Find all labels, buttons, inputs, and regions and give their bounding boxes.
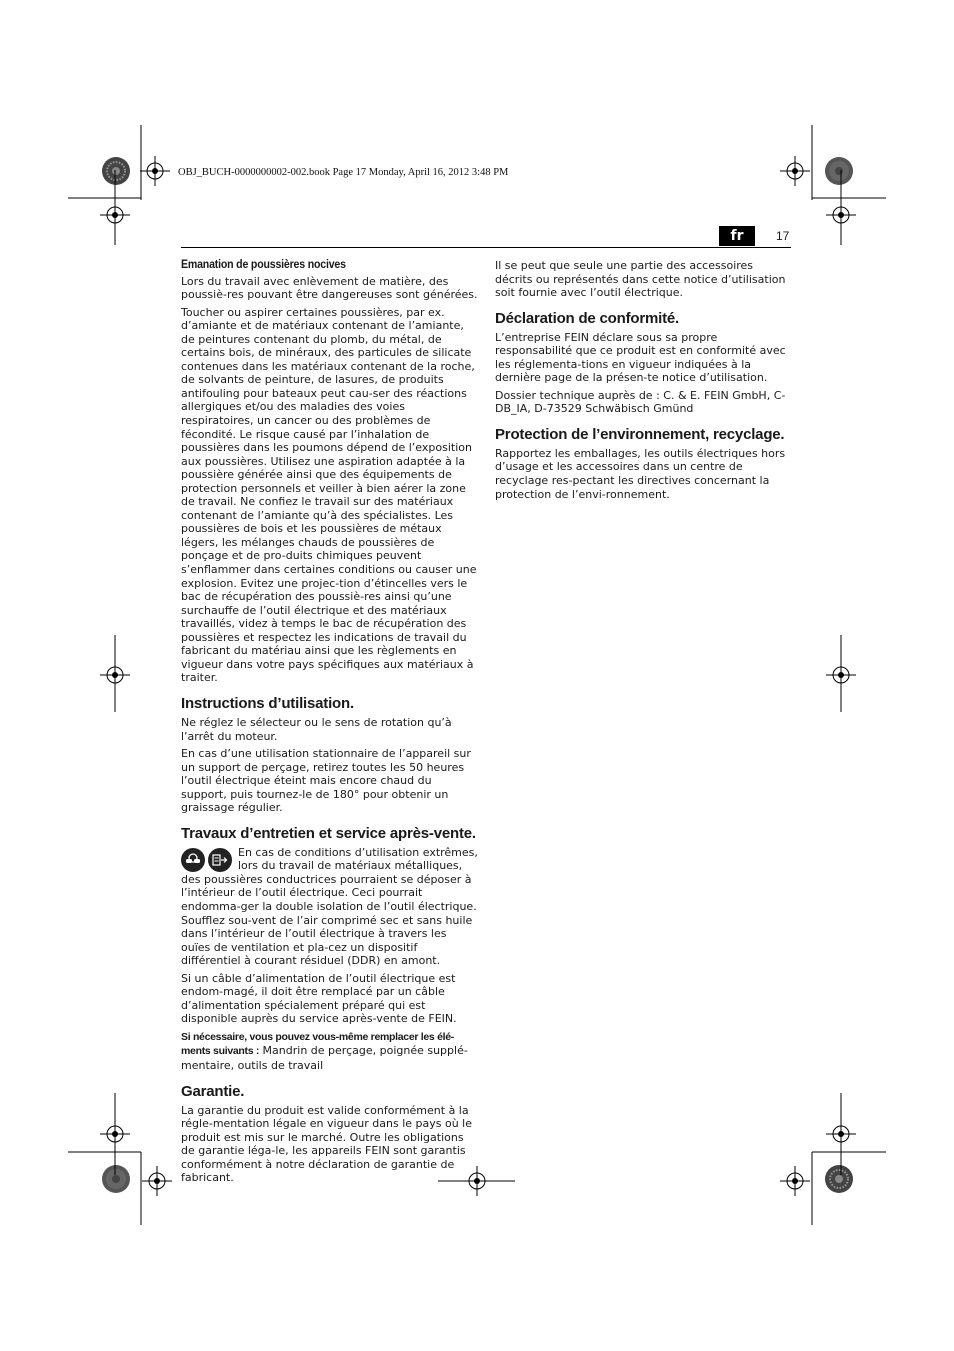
instructions-heading: Instructions d’utilisation. [181, 694, 354, 712]
maintenance-paragraph-1: En cas de conditions d’utilisation extrêmes, lors du travail de matériaux métalliques, des poussières conductrices pourraient se déposer à l’intérieur de l’outil électrique. Ceci pourrait endomma-ger la double isolation de l’outil électrique. Soufflez sou-vent de l’air comprimé sec et sans huile dans l’intérieur de l’outil électrique à travers les ouïes de ventilation et pla-cez un dispositif différentiel à courant résiduel (DDR) en amont. [181, 845, 478, 968]
maintenance-heading: Travaux d’entretien et service après-vente. [181, 824, 476, 842]
print-slug: OBJ_BUCH-0000000002-002.book Page 17 Monday, April 16, 2012 3:48 PM [178, 167, 509, 178]
instructions-paragraph-1: Ne réglez le sélecteur ou le sens de rotation qu’à l’arrêt du moteur. [181, 715, 452, 743]
declaration-paragraph-2: Dossier technique auprès de : C. & E. FEIN GmbH, C-DB_IA, D-73529 Schwäbisch Gmünd [495, 388, 786, 416]
environment-heading: Protection de l’environnement, recyclage. [495, 425, 785, 443]
warranty-heading: Garantie. [181, 1082, 245, 1100]
environment-paragraph: Rapportez les emballages, les outils électriques hors d’usage et les accessoires dans un centre de recyclage res-pectant les directives concernant la protection de l’envi-ronnement. [495, 446, 786, 501]
warranty-paragraph: La garantie du produit est valide conformément à la régle-mentation légale en vigueur dans le pays où le produit est mis sur le marché. Outre les obligations de garantie léga-le, les appareils FEIN sont garantis conformément à notre déclaration de garantie de fabricant. [181, 1103, 473, 1185]
maintenance-rest: Mandrin de perçage, poignée supplé-mentaire, outils de travail [181, 1044, 468, 1072]
dust-heading: Emanation de poussières nocives [181, 259, 346, 271]
dust-paragraph-1: Lors du travail avec enlèvement de matière, des poussiè-res pouvant être dangereuses sont générées. [181, 274, 478, 302]
maintenance-bold-lead: Si nécessaire, vous pouvez vous-même remplacer les élé-ments suivants : [181, 1030, 454, 1058]
page-number: 17 [776, 229, 790, 243]
maintenance-paragraph-2: Si un câble d’alimentation de l’outil électrique est endom-magé, il doit être remplacé par un câble d’alimentation spécialement préparé qui est disponible auprès du service après-vente de FEIN. [181, 971, 457, 1026]
language-tab: fr [719, 226, 755, 246]
declaration-paragraph-1: L’entreprise FEIN déclare sous sa propre responsabilité que ce produit est en conformité avec les réglementa-tions en vigueur indiquées à la dernière page de la présen-te notice d’utilisation. [495, 330, 786, 385]
accessories-paragraph: Il se peut que seule une partie des accessoires décrits ou représentés dans cette notice d’utilisation soit fournie avec l’outil électrique. [495, 259, 786, 300]
instructions-paragraph-2: En cas d’une utilisation stationnaire de l’appareil sur un support de perçage, retirez toutes les 50 heures l’outil électrique éteint mais encore chaud du support, puis tournez-le de 180° pour obtenir un graissage régulier. [181, 747, 471, 815]
dust-paragraph-2: Toucher ou aspirer certaines poussières, par ex. d’amiante et de matériaux contenant de l’amiante, de peintures contenant du plomb, du métal, de certains bois, de minéraux, des particules de silicate contenues dans les matériaux contenant de la roche, de solvants de peinture, de lasures, de produits antifouling pour bateaux peut cau-ser des réactions allergiques et/ou des maladies des voies respiratoires, un cancer ou des problèmes de fécondité. Le risque causé par l’inhalation de poussières dans les poumons dépend de l’exposition aux poussières. Utilisez une aspiration adaptée à la poussière générée ainsi que des équipements de protection personnels et veiller à bien aérer la zone de travail. Ne confiez le travail sur des matériaux contenant de l’amiante qu’à des spécialistes. Les poussières de bois et les poussières de métaux légers, les mélanges chauds de poussières de ponçage et de pro-duits chimiques peuvent s’enflammer dans certaines conditions ou causer une explosion. Evitez une projec-tion d’étincelles vers le bac de récupération des poussiè-res ainsi qu’une surchauffe de l’outil électrique et des matériaux travaillés, videz à temps le bac de récupération des poussières et respectez les indications de travail du fabricant du matériau ainsi que les règlements en vigueur dans votre pays spécifiques aux matériaux à traiter. [181, 305, 477, 685]
declaration-heading: Déclaration de conformité. [495, 309, 680, 327]
